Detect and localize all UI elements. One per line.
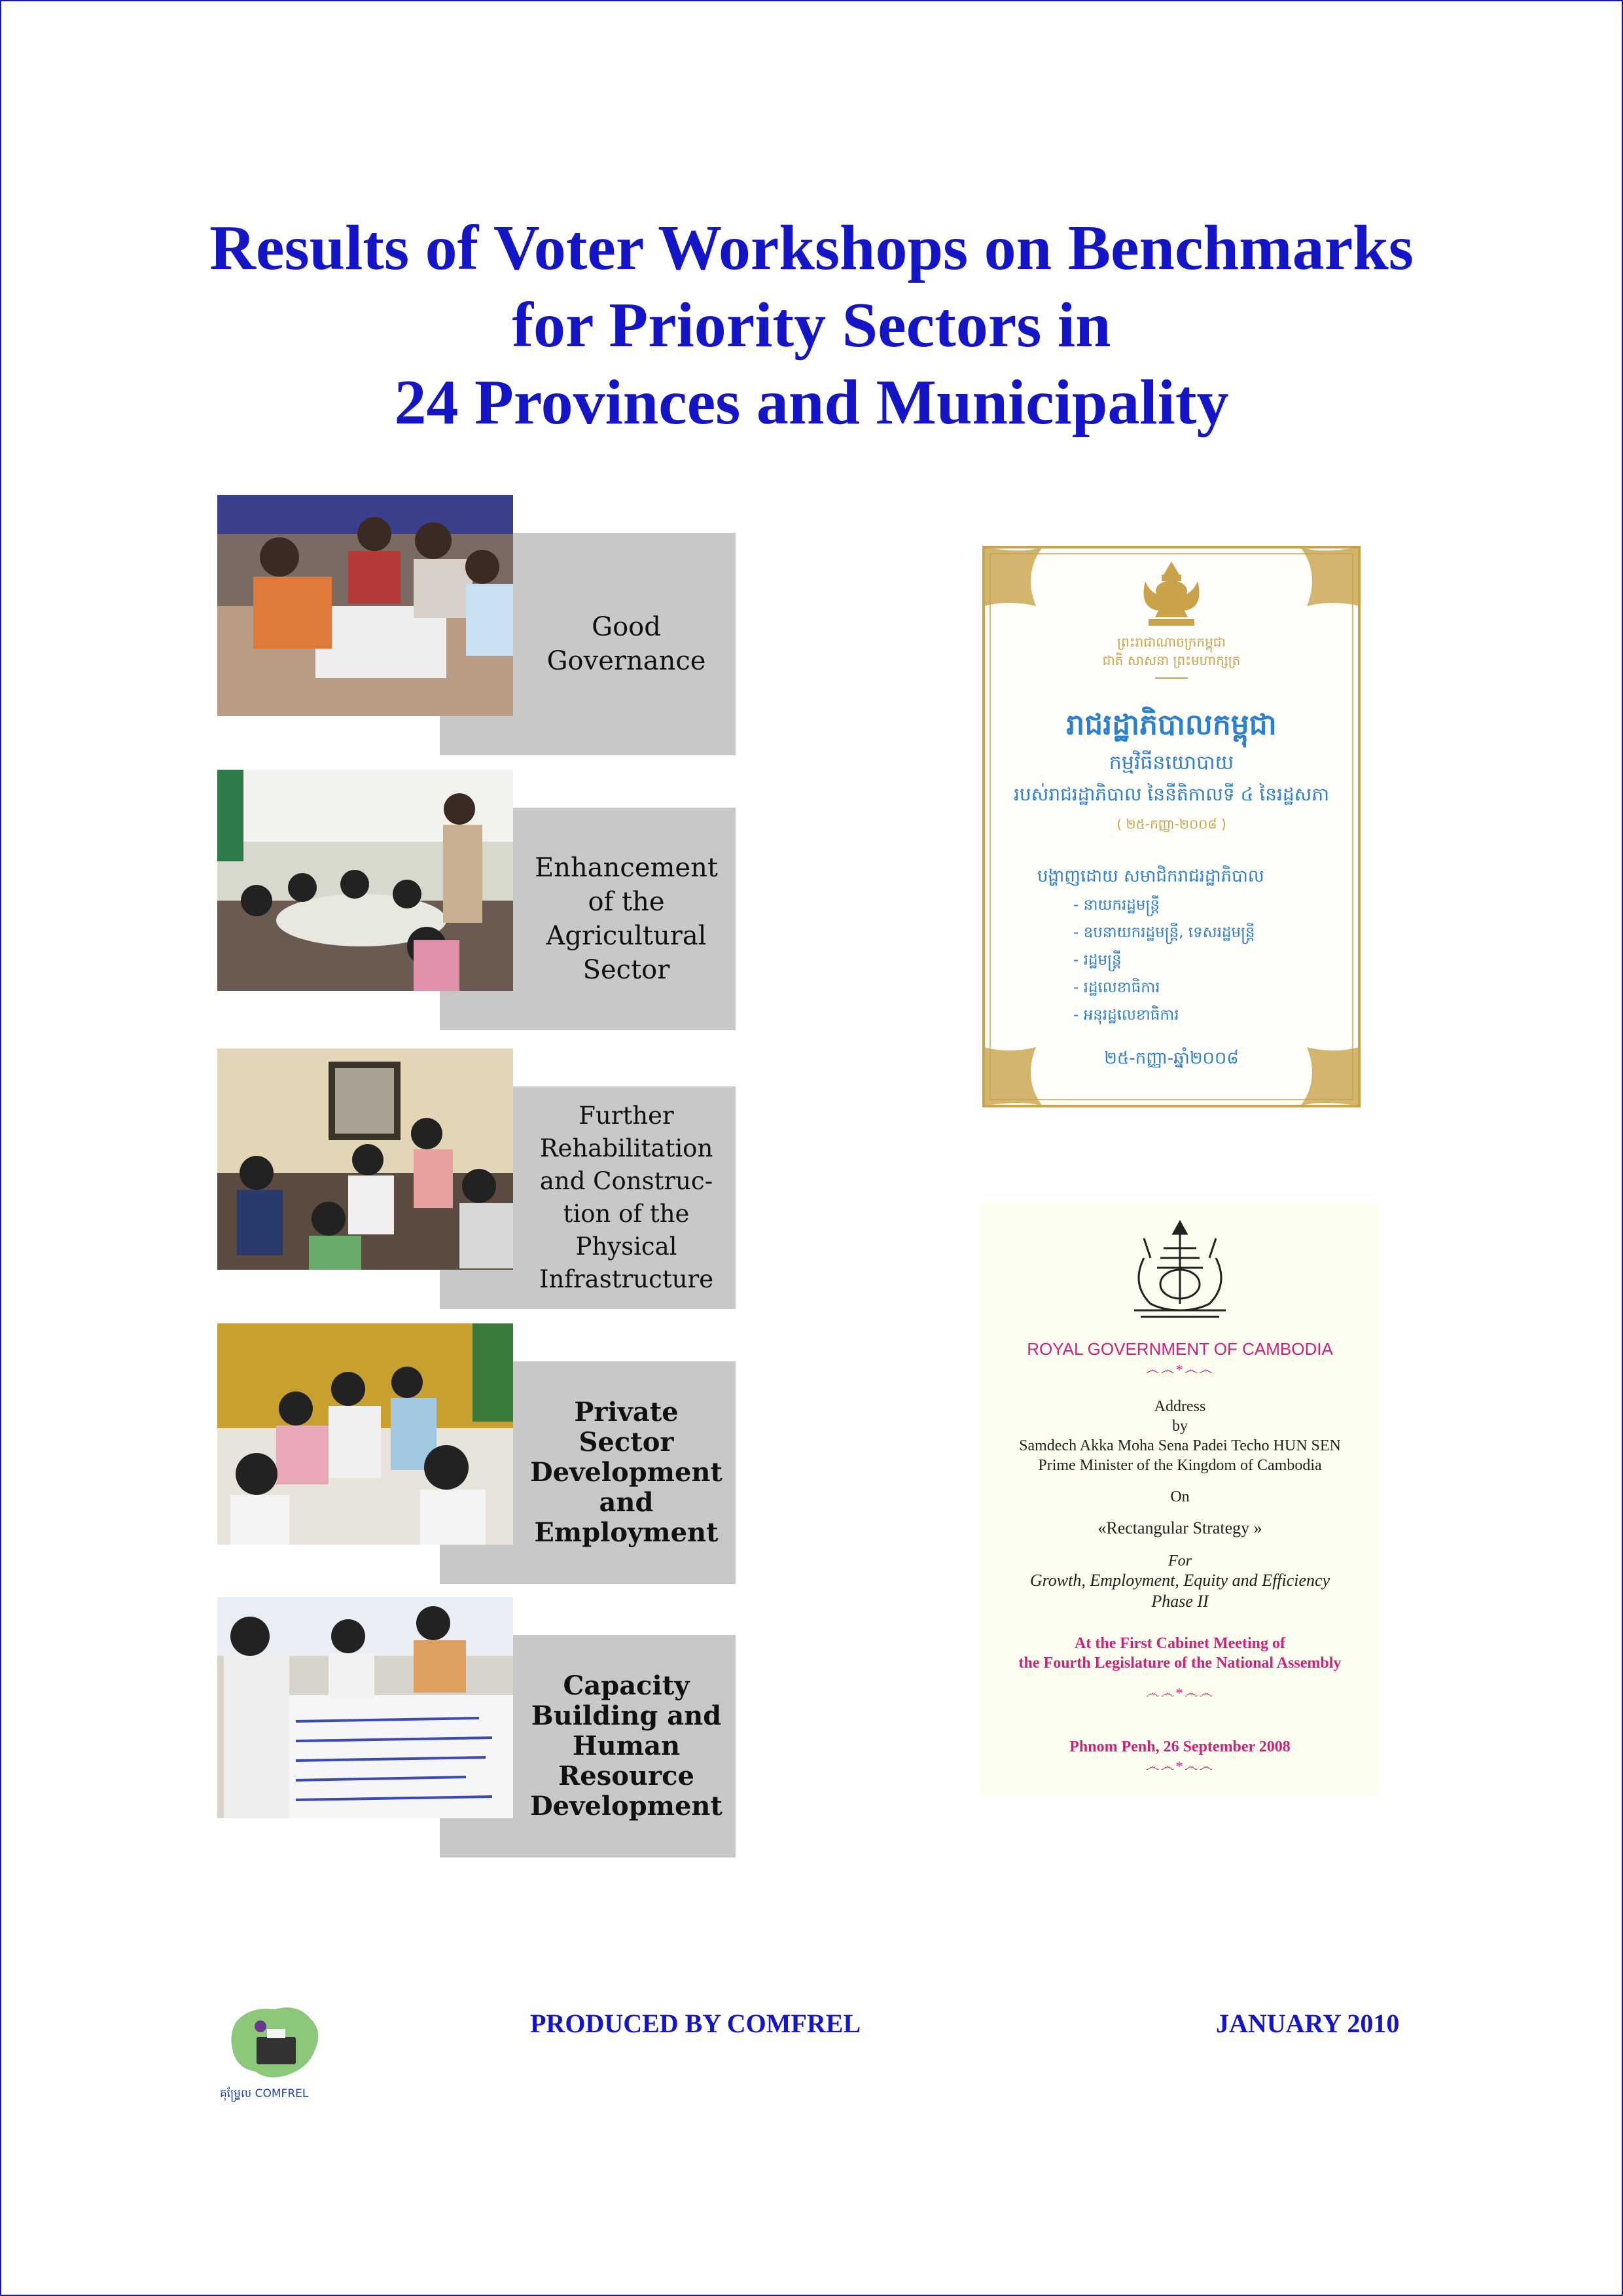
strategy-goals: Growth, Employment, Equity and Efficiency [1029, 1571, 1330, 1590]
sector-label: Private Sector Development and Employment [529, 1397, 722, 1548]
motto-header: ជាតិ សាសនា ព្រះមហាក្សត្រ [1102, 653, 1241, 668]
speaker-position: Prime Minister of the Kingdom of Cambodia [1038, 1457, 1322, 1474]
sector-tile-good-governance [217, 495, 736, 757]
presenter-item: - អនុរដ្ឋលេខាធិការ [1073, 1007, 1179, 1024]
cover-ornament-2: ෴෴*෴෴ [1145, 1685, 1215, 1701]
sector-tile-agriculture [217, 770, 736, 1031]
sector-label: Enhancement of the Agricultural Sector [535, 853, 718, 985]
publication-date: JANUARY 2010 [1216, 2009, 1400, 2038]
on-word: On [1170, 1488, 1190, 1505]
sector-label: Capacity Building and Human Resource Development [529, 1670, 722, 1821]
cover-date: ២៥-កញ្ញា-ឆ្នាំ២០០៨ [1104, 1049, 1239, 1068]
strategy-phase: Phase II [1151, 1592, 1209, 1611]
place-date: Phnom Penh, 26 September 2008 [1069, 1738, 1291, 1755]
logo-caption: គុម្ហ្វ្រែល COMFREL [220, 2087, 309, 2100]
workshop-photo [217, 1597, 513, 1818]
workshop-photo [217, 495, 513, 716]
workshop-photo [217, 770, 513, 991]
presenter-item: - រដ្ឋលេខាធិការ [1073, 979, 1160, 996]
government-title: រាជរដ្ឋាភិបាលកម្ពុជា [1066, 708, 1277, 742]
sector-label: Good Governance [546, 612, 706, 676]
policy-subtitle: កម្មវិធីនយោបាយ [1109, 751, 1234, 774]
sector-label: Further Rehabilitation and Construc-tion of the Physical Infrastructure [539, 1102, 714, 1293]
cover-ornament-1: ෴෴*෴෴ [1145, 1361, 1215, 1378]
title-line-2: for Priority Sectors in [512, 290, 1111, 361]
legislature-subtitle: របស់រាជរដ្ឋាភិបាល នៃនីតិកាលទី ៤ នៃរដ្ឋសភា [1014, 783, 1329, 805]
produced-by: PRODUCED BY COMFREL [530, 2009, 861, 2038]
cover-heading: ROYAL GOVERNMENT OF CAMBODIA [1027, 1339, 1333, 1359]
presenter-item: - ឧបនាយករដ្ឋមន្ត្រី, ទេសរដ្ឋមន្ត្រី [1073, 924, 1255, 941]
date-parenthesis: ( ២៥-កញ្ញា-២០០៨ ) [1116, 816, 1226, 832]
page-title [105, 209, 1518, 441]
royal-coat-of-arms-icon [1124, 1219, 1236, 1323]
presenter-item: - នាយករដ្ឋមន្ត្រី [1073, 897, 1160, 914]
by-word: by [1172, 1418, 1188, 1435]
presenter-item: - រដ្ឋមន្ត្រី [1073, 952, 1122, 969]
cover-ornament-3: ෴෴*෴෴ [1145, 1758, 1215, 1774]
address-word: Address [1154, 1398, 1206, 1415]
kingdom-header: ព្រះរាជាណាចក្រកម្ពុជា [1117, 634, 1226, 650]
sector-tile-capacity-building [217, 1597, 736, 1859]
title-line-1: Results of Voter Workshops on Benchmarks [209, 213, 1414, 283]
meeting-line-1: At the First Cabinet Meeting of [1075, 1635, 1285, 1652]
presented-by: បង្ហាញដោយ សមាជិករាជរដ្ឋាភិបាល [1037, 867, 1264, 886]
title-line-3: 24 Provinces and Municipality [394, 367, 1229, 438]
royal-emblem [1144, 562, 1200, 626]
meeting-line-2: the Fourth Legislature of the National Assembly [1018, 1655, 1342, 1672]
for-word: For [1168, 1552, 1192, 1570]
workshop-photo [217, 1049, 513, 1270]
khmer-policy-cover [978, 542, 1364, 1111]
strategy-name: «Rectangular Strategy » [1097, 1518, 1262, 1537]
rectangular-strategy-cover [980, 1203, 1380, 1795]
sector-tile-infrastructure [217, 1049, 736, 1310]
sector-tile-private-sector [217, 1323, 736, 1585]
speaker-name: Samdech Akka Moha Sena Padei Techo HUN SEN [1019, 1437, 1341, 1454]
workshop-photo [217, 1323, 513, 1545]
